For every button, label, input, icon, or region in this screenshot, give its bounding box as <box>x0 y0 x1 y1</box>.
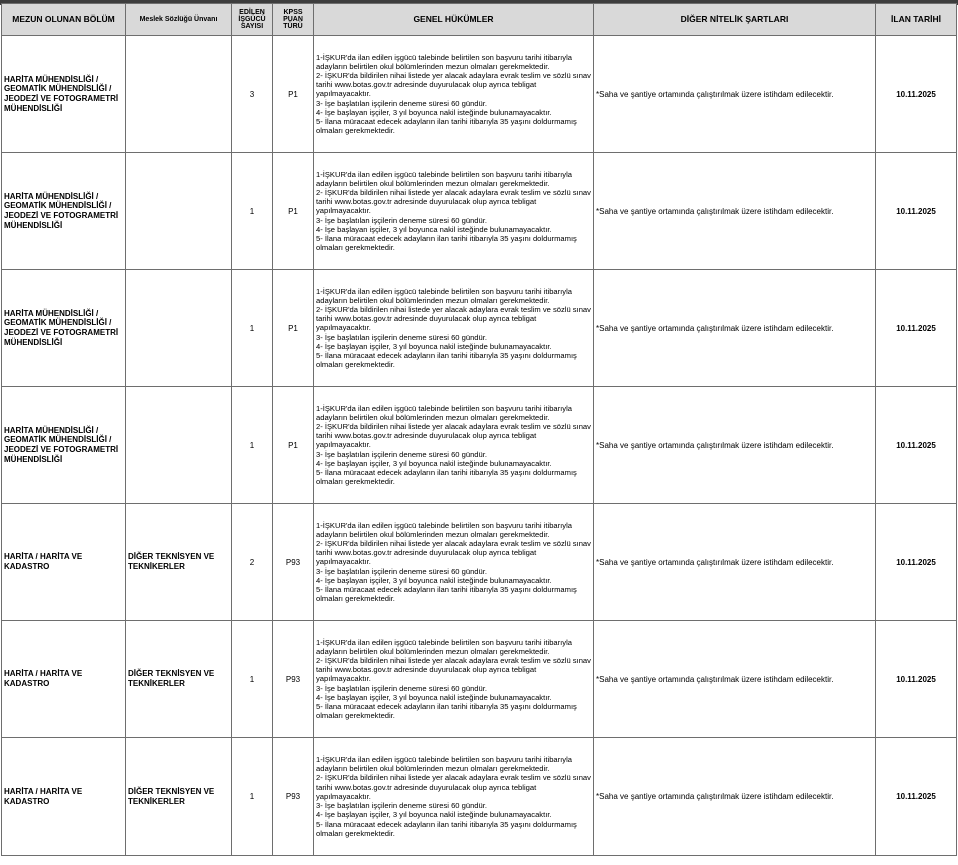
header-department: MEZUN OLUNAN BÖLÜM <box>2 4 126 36</box>
general-rules-cell <box>314 387 594 504</box>
department-cell: HARİTA / HARİTA VE KADASTRO <box>2 621 126 738</box>
general-rule-item: 5- İlana müracaat edecek adayların ilan tarihi itibarıyla 35 yaşını doldurmamış olmaları gerekmektedir. <box>316 585 577 604</box>
score-type-cell: P93 <box>273 738 314 856</box>
general-rule-item: 3- İşe başlatılan işçilerin deneme süresi 60 gündür. <box>316 801 487 811</box>
general-rule-item: 5- İlana müracaat edecek adayların ilan tarihi itibarıyla 35 yaşını doldurmamış olmaları gerekmektedir. <box>316 117 577 136</box>
score-type-cell: P1 <box>273 36 314 153</box>
header-job-title: Meslek Sözlüğü Ünvanı <box>126 4 232 36</box>
general-rule-item: 1-İŞKUR'da ilan edilen işgücü talebinde belirtilen son başvuru tarihi itibarıyla adayların belirtilen okul bölümlerinden mezun olmaları gerekmektedir. <box>316 637 572 656</box>
general-rule-item: 4- İşe başlayan işçiler, 3 yıl boyunca nakil isteğinde bulunamayacaktır. <box>316 575 552 585</box>
announcement-date-cell: 10.11.2025 <box>876 504 957 621</box>
general-rules-cell <box>314 153 594 270</box>
general-rule-item: 4- İşe başlayan işçiler, 3 yıl boyunca nakil isteğinde bulunamayacaktır. <box>316 692 552 702</box>
general-rule-item: 3- İşe başlatılan işçilerin deneme süresi 60 gündür. <box>316 449 487 459</box>
table-row <box>2 387 957 504</box>
general-rule-item: 2- İŞKUR'da bildirilen nihai listede yer alacak adaylara evrak teslim ve sözlü sınav tarihi www.botas.gov.tr adresinde duyurulacak olup ayrıca tebligat yapılmayacaktır. <box>316 773 591 801</box>
job-title-cell <box>126 36 232 153</box>
worker-count-cell: 1 <box>232 387 273 504</box>
general-rule-item: 4- İşe başlayan işçiler, 3 yıl boyunca nakil isteğinde bulunamayacaktır. <box>316 810 552 820</box>
general-rule-item: 3- İşe başlatılan işçilerin deneme süresi 60 gündür. <box>316 98 487 108</box>
general-rule-item: 2- İŞKUR'da bildirilen nihai listede yer alacak adaylara evrak teslim ve sözlü sınav tarihi www.botas.gov.tr adresinde duyurulacak olup ayrıca tebligat yapılmayacaktır. <box>316 655 591 684</box>
general-rules-cell <box>314 621 594 738</box>
announcement-date-cell: 10.11.2025 <box>876 621 957 738</box>
general-rule-item: 3- İşe başlatılan işçilerin deneme süresi 60 gündür. <box>316 683 487 693</box>
general-rules-cell <box>314 270 594 387</box>
general-rule-item: 2- İŞKUR'da bildirilen nihai listede yer alacak adaylara evrak teslim ve sözlü sınav tarihi www.botas.gov.tr adresinde duyurulacak olup ayrıca tebligat yapılmayacaktır. <box>316 187 591 216</box>
worker-count-cell: 3 <box>232 36 273 153</box>
other-requirements-cell: *Saha ve şantiye ortamında çalıştırılmak üzere istihdam edilecektir. <box>594 153 876 270</box>
general-rule-item: 2- İŞKUR'da bildirilen nihai listede yer alacak adaylara evrak teslim ve sözlü sınav tarihi www.botas.gov.tr adresinde duyurulacak olup ayrıca tebligat yapılmayacaktır. <box>316 538 591 567</box>
header-general-rules: GENEL HÜKÜMLER <box>314 4 594 36</box>
general-rule-item: 1-İŞKUR'da ilan edilen işgücü talebinde belirtilen son başvuru tarihi itibarıyla adayların belirtilen okul bölümlerinden mezun olmaları gerekmektedir. <box>316 520 572 539</box>
general-rule-item: 5- İlana müracaat edecek adayların ilan tarihi itibarıyla 35 yaşını doldurmamış olmaları gerekmektedir. <box>316 234 577 253</box>
other-requirements-cell: *Saha ve şantiye ortamında çalıştırılmak üzere istihdam edilecektir. <box>594 504 876 621</box>
job-title-cell: DİĞER TEKNİSYEN VE TEKNİKERLER <box>126 738 232 856</box>
other-requirements-cell: *Saha ve şantiye ortamında çalıştırılmak üzere istihdam edilecektir. <box>594 621 876 738</box>
general-rule-item: 1-İŞKUR'da ilan edilen işgücü talebinde belirtilen son başvuru tarihi itibarıyla adayların belirtilen okul bölümlerinden mezun olmaları gerekmektedir. <box>316 755 572 774</box>
general-rule-item: 4- İşe başlayan işçiler, 3 yıl boyunca nakil isteğinde bulunamayacaktır. <box>316 341 552 351</box>
general-rule-item: 5- İlana müracaat edecek adayların ilan tarihi itibarıyla 35 yaşını doldurmamış olmaları gerekmektedir. <box>316 702 577 721</box>
general-rule-item: 3- İşe başlatılan işçilerin deneme süresi 60 gündür. <box>316 215 487 225</box>
department-cell: HARİTA MÜHENDİSLİĞİ / GEOMATİK MÜHENDİSLİĞİ / JEODEZİ VE FOTOGRAMETRİ MÜHENDİSLİĞİ <box>2 270 126 387</box>
general-rule-item: 2- İŞKUR'da bildirilen nihai listede yer alacak adaylara evrak teslim ve sözlü sınav tarihi www.botas.gov.tr adresinde duyurulacak olup ayrıca tebligat yapılmayacaktır. <box>316 421 591 450</box>
worker-count-cell: 1 <box>232 621 273 738</box>
table-row <box>2 738 957 856</box>
table-row <box>2 621 957 738</box>
table-row <box>2 153 957 270</box>
header-announcement-date: İLAN TARİHİ <box>876 4 957 36</box>
job-title-cell <box>126 153 232 270</box>
table-row <box>2 36 957 153</box>
table-header-row <box>2 4 957 36</box>
header-score-type: KPSS PUAN TÜRÜ <box>273 4 314 36</box>
general-rule-item: 1-İŞKUR'da ilan edilen işgücü talebinde belirtilen son başvuru tarihi itibarıyla adayların belirtilen okul bölümlerinden mezun olmaları gerekmektedir. <box>316 286 572 305</box>
worker-count-cell: 2 <box>232 504 273 621</box>
department-cell: HARİTA / HARİTA VE KADASTRO <box>2 504 126 621</box>
score-type-cell: P1 <box>273 387 314 504</box>
score-type-cell: P93 <box>273 504 314 621</box>
announcement-date-cell: 10.11.2025 <box>876 387 957 504</box>
other-requirements-cell: *Saha ve şantiye ortamında çalıştırılmak üzere istihdam edilecektir. <box>594 270 876 387</box>
general-rule-item: 5- İlana müracaat edecek adayların ilan tarihi itibarıyla 35 yaşını doldurmamış olmaları gerekmektedir. <box>316 819 577 838</box>
general-rule-item: 3- İşe başlatılan işçilerin deneme süresi 60 gündür. <box>316 566 487 576</box>
general-rule-item: 2- İŞKUR'da bildirilen nihai listede yer alacak adaylara evrak teslim ve sözlü sınav tarihi www.botas.gov.tr adresinde duyurulacak olup ayrıca tebligat yapılmayacaktır. <box>316 70 591 99</box>
job-title-cell <box>126 270 232 387</box>
job-title-cell <box>126 387 232 504</box>
general-rule-item: 2- İŞKUR'da bildirilen nihai listede yer alacak adaylara evrak teslim ve sözlü sınav tarihi www.botas.gov.tr adresinde duyurulacak olup ayrıca tebligat yapılmayacaktır. <box>316 304 591 333</box>
other-requirements-cell: *Saha ve şantiye ortamında çalıştırılmak üzere istihdam edilecektir. <box>594 36 876 153</box>
general-rule-item: 1-İŞKUR'da ilan edilen işgücü talebinde belirtilen son başvuru tarihi itibarıyla adayların belirtilen okul bölümlerinden mezun olmaları gerekmektedir. <box>316 169 572 188</box>
general-rule-item: 1-İŞKUR'da ilan edilen işgücü talebinde belirtilen son başvuru tarihi itibarıyla adayların belirtilen okul bölümlerinden mezun olmaları gerekmektedir. <box>316 403 572 422</box>
general-rule-item: 4- İşe başlayan işçiler, 3 yıl boyunca nakil isteğinde bulunamayacaktır. <box>316 107 552 117</box>
score-type-cell: P1 <box>273 153 314 270</box>
department-cell: HARİTA / HARİTA VE KADASTRO <box>2 738 126 856</box>
worker-count-cell: 1 <box>232 270 273 387</box>
general-rule-item: 4- İşe başlayan işçiler, 3 yıl boyunca nakil isteğinde bulunamayacaktır. <box>316 224 552 234</box>
announcement-date-cell: 10.11.2025 <box>876 36 957 153</box>
header-worker-count: EDİLEN İŞGÜCÜ SAYISI <box>232 4 273 36</box>
general-rule-item: 5- İlana müracaat edecek adayların ilan tarihi itibarıyla 35 yaşını doldurmamış olmaları gerekmektedir. <box>316 468 577 487</box>
general-rule-item: 3- İşe başlatılan işçilerin deneme süresi 60 gündür. <box>316 332 487 342</box>
department-cell: HARİTA MÜHENDİSLİĞİ / GEOMATİK MÜHENDİSLİĞİ / JEODEZİ VE FOTOGRAMETRİ MÜHENDİSLİĞİ <box>2 153 126 270</box>
department-cell: HARİTA MÜHENDİSLİĞİ / GEOMATİK MÜHENDİSLİĞİ / JEODEZİ VE FOTOGRAMETRİ MÜHENDİSLİĞİ <box>2 36 126 153</box>
department-cell: HARİTA MÜHENDİSLİĞİ / GEOMATİK MÜHENDİSLİĞİ / JEODEZİ VE FOTOGRAMETRİ MÜHENDİSLİĞİ <box>2 387 126 504</box>
announcement-date-cell: 10.11.2025 <box>876 738 957 856</box>
job-title-cell: DİĞER TEKNİSYEN VE TEKNİKERLER <box>126 504 232 621</box>
header-other-requirements: DİĞER NİTELİK ŞARTLARI <box>594 4 876 36</box>
score-type-cell: P1 <box>273 270 314 387</box>
job-listings-table <box>1 3 957 856</box>
score-type-cell: P93 <box>273 621 314 738</box>
general-rule-item: 5- İlana müracaat edecek adayların ilan tarihi itibarıyla 35 yaşını doldurmamış olmaları gerekmektedir. <box>316 351 577 370</box>
other-requirements-cell: *Saha ve şantiye ortamında çalıştırılmak üzere istihdam edilecektir. <box>594 387 876 504</box>
table-row <box>2 270 957 387</box>
general-rule-item: 4- İşe başlayan işçiler, 3 yıl boyunca nakil isteğinde bulunamayacaktır. <box>316 458 552 468</box>
table-row <box>2 504 957 621</box>
other-requirements-cell: *Saha ve şantiye ortamında çalıştırılmak üzere istihdam edilecektir. <box>594 738 876 856</box>
general-rule-item: 1-İŞKUR'da ilan edilen işgücü talebinde belirtilen son başvuru tarihi itibarıyla adayların belirtilen okul bölümlerinden mezun olmaları gerekmektedir. <box>316 52 572 71</box>
general-rules-cell <box>314 738 594 856</box>
general-rules-cell <box>314 36 594 153</box>
announcement-date-cell: 10.11.2025 <box>876 270 957 387</box>
announcement-date-cell: 10.11.2025 <box>876 153 957 270</box>
general-rules-cell <box>314 504 594 621</box>
worker-count-cell: 1 <box>232 738 273 856</box>
worker-count-cell: 1 <box>232 153 273 270</box>
job-title-cell: DİĞER TEKNİSYEN VE TEKNİKERLER <box>126 621 232 738</box>
